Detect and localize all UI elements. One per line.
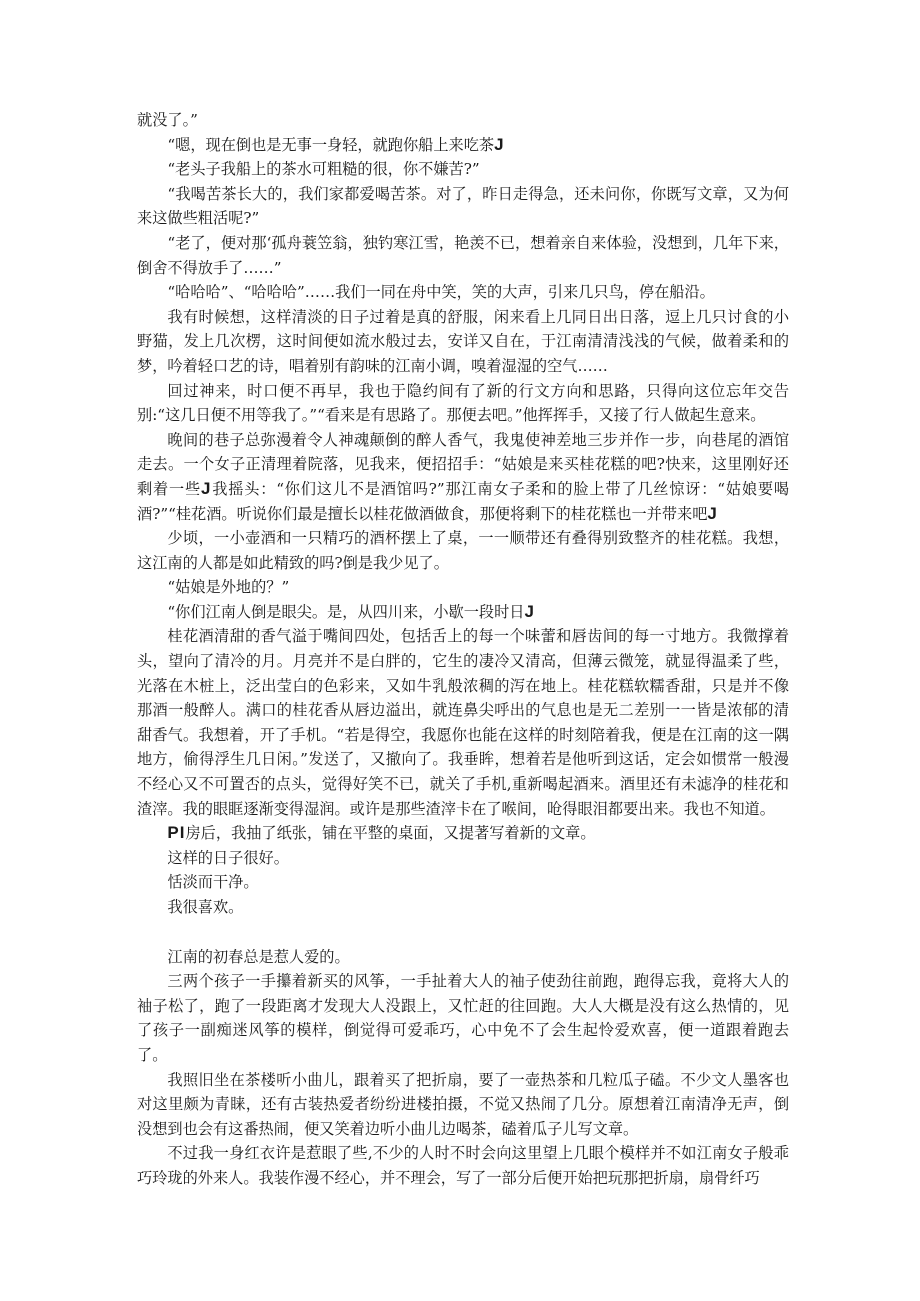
paragraph-text: 就没了。” xyxy=(137,111,198,129)
paragraph-text: 我照旧坐在茶楼听小曲儿，跟着买了把折扇，要了一壶热茶和几粒瓜子磕。不少文人墨客也对这里颇为青睐，还有古装热爱者纷纷进楼拍摄，不觉又热闹了几分。原想着江南清净无声，倒没想到也会有这番热闹，便又笑着边听小曲儿边喝茶，磕着瓜子儿写文章。 xyxy=(137,1070,789,1138)
paragraph xyxy=(137,231,789,280)
paragraph-text: 这样的日子很好。 xyxy=(167,848,289,867)
paragraph xyxy=(137,846,789,871)
paragraph xyxy=(137,870,789,895)
document-page xyxy=(137,108,789,1191)
paragraph xyxy=(137,821,789,846)
ocr-tail-glyph: J xyxy=(524,601,535,621)
paragraph xyxy=(137,428,789,526)
ocr-tail-glyph: J xyxy=(707,503,718,523)
paragraph xyxy=(137,945,789,970)
paragraph xyxy=(137,379,789,428)
paragraph-text-continued: 我摇头：“你们这儿不是酒馆吗?”那江南女子柔和的脸上带了几丝惊讶：“姑娘要喝酒?”“桂花酒。听说你们最是擅长以桂花做酒做食，那便将剩下的桂花糕也一并带来吧 xyxy=(137,479,790,523)
paragraph xyxy=(137,108,789,133)
paragraph-text: “老了，便对那‘孤舟蓑笠翁，独钓寒江雪，艳羡不已，想着亲自来体验，没想到，几年下来，倒舍不得放手了……” xyxy=(137,233,789,277)
paragraph xyxy=(137,895,789,920)
paragraph xyxy=(137,600,789,625)
paragraph xyxy=(137,157,789,182)
paragraph-text: 恬淡而干净。 xyxy=(167,873,259,892)
paragraph-text: 三两个孩子一手攥着新买的风筝，一手扯着大人的袖子使劲往前跑，跑得忘我，竟将大人的袖子松了，跑了一段距离才发现大人没跟上，又忙赶的往回跑。大人大概是没有这么热情的，见了孩子一副痴迷风筝的模样，倒觉得可爱乖巧，心中免不了会生起怜爱欢喜，便一道跟着跑去了。 xyxy=(137,972,789,1064)
paragraph-text: 晚间的巷子总弥漫着令人神魂颠倒的醉人香气，我鬼使神差地三步并作一步，向巷尾的酒馆走去。一个女子正清理着院落，见我来，便招招手：“姑娘是来买桂花糕的吧?快来，这里刚好还剩着一些 xyxy=(137,430,789,498)
paragraph-text: 我有时候想，这样清淡的日子过着是真的舒服，闲来看上几同日出日落，逗上几只讨食的小野猫，发上几次楞，这时间便如流水般过去，安详又自在，于江南清清浅浅的气候，做着柔和的梦，吟着轻口艺的诗，唱着别有韵味的江南小调，嗅着湿湿的空气…… xyxy=(137,307,789,375)
paragraph-text: 我很喜欢。 xyxy=(167,898,244,916)
paragraph xyxy=(137,305,789,379)
paragraph xyxy=(137,969,789,1067)
paragraph xyxy=(137,1141,789,1190)
ocr-tail-glyph: J xyxy=(200,478,212,498)
paragraph xyxy=(137,280,789,305)
paragraph-text: 房后，我抽了纸张，铺在平整的桌面，又提著写着新的文章。 xyxy=(185,824,596,843)
paragraph-text: “哈哈哈”、“哈哈哈”……我们一同在舟中笑，笑的大声，引来几只鸟，停在船沿。 xyxy=(167,283,715,302)
paragraph-text: “姑娘是外地的？” xyxy=(167,578,290,597)
ocr-lead-glyph: PI xyxy=(167,823,186,843)
paragraph-text: “老头子我船上的茶水可粗糙的很，你不嫌苦?” xyxy=(167,160,480,179)
paragraph-text: 江南的初春总是惹人爱的。 xyxy=(167,947,350,966)
paragraph xyxy=(137,575,789,600)
paragraph xyxy=(137,624,789,821)
paragraph-gap xyxy=(137,920,789,945)
paragraph-text: “我喝苦茶长大的，我们家都爱喝苦茶。对了，昨日走得急，还未问你，你既写文章，又为何来这做些粗活呢?” xyxy=(137,184,789,228)
paragraph-text: “你们江南人倒是眼尖。是，从四川来，小歇一段时日 xyxy=(167,602,525,621)
paragraph xyxy=(137,526,789,575)
paragraph-text: 桂花酒清甜的香气溢于嘴间四处，包括舌上的每一个味蕾和唇齿间的每一寸地方。我微撑着头，望向了清冷的月。月亮并不是白胖的，它生的凄冷又清高，但薄云微笼，就显得温柔了些，光落在木桩上，泛出莹白的色彩来，又如牛乳般浓稠的泻在地上。桂花糕软糯香甜，只是并不像那酒一般醉人。满口的桂花香从唇边溢出，就连鼻尖呼出的气息也是无二差别一一皆是浓郁的清甜香气。我想着，开了手机。“若是得空，我愿你也能在这样的时刻陪着我，便是在江南的这一隅地方，偷得浮生几日闲。”发送了，又撤向了。我垂眸，想着若是他听到这话，定会如惯常一般漫不经心又不可置否的点头，觉得好笑不已，就关了手机,重新喝起酒来。酒里还有未滤净的桂花和渣滓。我的眼眶逐渐变得湿润。或许是那些渣滓卡在了喉间，呛得眼泪都要出来。我也不知道。 xyxy=(137,627,789,818)
paragraph-text: 回过神来，时口便不再早，我也于隐约间有了新的行文方向和思路，只得向这位忘年交告别:“这几日便不用等我了。”“看来是有思路了。那便去吧。”他挥挥手，又接了行人做起生意来。 xyxy=(137,381,789,425)
paragraph xyxy=(137,133,789,158)
paragraph-text: “嗯，现在倒也是无事一身轻，就跑你船上来吃茶 xyxy=(167,135,495,154)
paragraph-text: 少顷，一小壶酒和一只精巧的酒杯摆上了桌，一一顺带还有叠得别致整齐的桂花糕。我想，这江南的人都是如此精致的吗?倒是我少见了。 xyxy=(137,529,789,572)
ocr-tail-glyph: J xyxy=(494,134,505,154)
paragraph xyxy=(137,1068,789,1142)
paragraph xyxy=(137,182,789,231)
paragraph-text: 不过我一身红衣许是惹眼了些,不少的人时不时会向这里望上几眼个模样并不如江南女子般乖巧玲珑的外来人。我装作漫不经心，并不理会，写了一部分后便开始把玩那把折扇，扇骨纤巧 xyxy=(137,1144,789,1187)
